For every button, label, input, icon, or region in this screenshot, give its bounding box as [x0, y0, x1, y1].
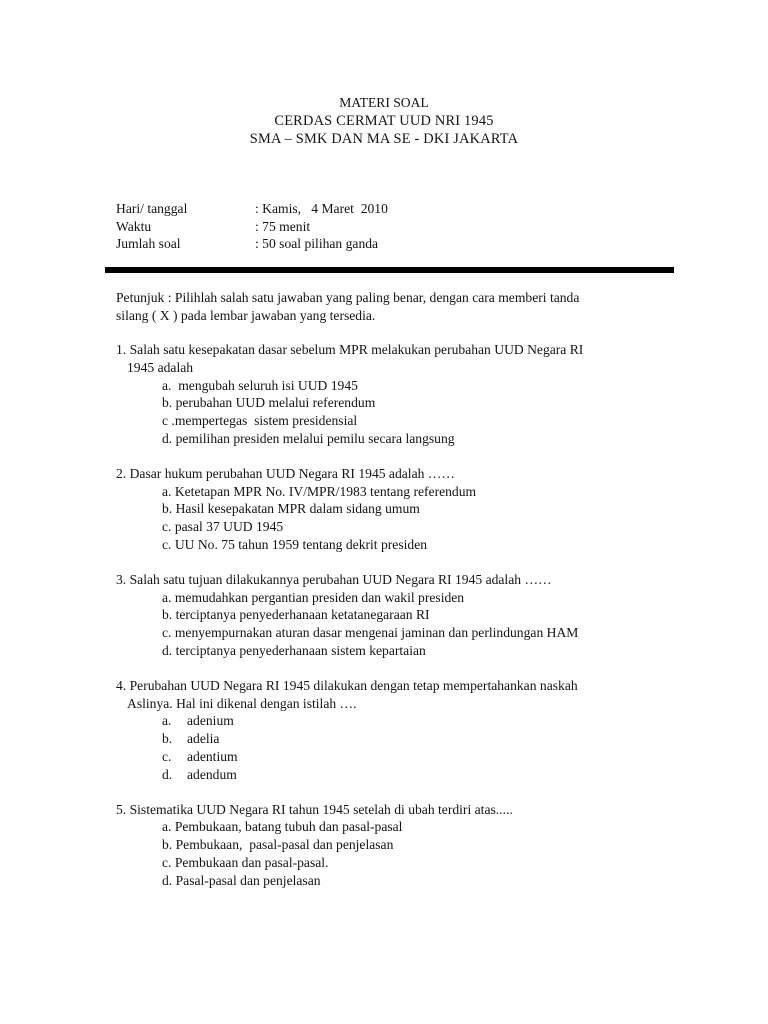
option-a: a. Pembukaan, batang tubuh dan pasal-pasal [162, 819, 403, 835]
option-c: c. Pembukaan dan pasal-pasal. [162, 854, 329, 870]
option-list [116, 589, 676, 660]
option-letter: c. [162, 748, 172, 764]
info-value: : 50 soal pilihan ganda [255, 236, 379, 251]
option-d: d. terciptanya penyederhanaan sistem kepartaian [162, 642, 426, 658]
question-text-continued: 1945 adalah [127, 359, 194, 375]
question-text: 3. Salah satu tujuan dilakukannya perubahan UUD Negara RI 1945 adalah …… [116, 571, 552, 587]
option-text: adelia [187, 731, 220, 747]
info-row-date [116, 200, 388, 218]
question-2 [116, 465, 676, 554]
option-a [162, 712, 676, 730]
info-label: Hari/ tanggal [116, 201, 188, 216]
header-subtitle: CERDAS CERMAT UUD NRI 1945 [274, 113, 494, 129]
option-list [116, 818, 676, 889]
header-divider [105, 267, 674, 273]
instructions-line: silang ( X ) pada lembar jawaban yang tersedia. [116, 308, 376, 323]
question-text: 5. Sistematika UUD Negara RI tahun 1945 setelah di ubah terdiri atas..... [116, 801, 513, 817]
option-list [116, 377, 676, 448]
option-a: a. Ketetapan MPR No. IV/MPR/1983 tentang referendum [162, 483, 477, 499]
option-c [162, 748, 676, 766]
option-list [116, 712, 676, 783]
option-c: c. pasal 37 UUD 1945 [162, 519, 284, 535]
option-list [116, 483, 676, 554]
question-3 [116, 571, 676, 660]
option-d [162, 766, 676, 784]
header-school-level: SMA – SMK DAN MA SE - DKI JAKARTA [249, 131, 519, 147]
info-value: : Kamis, 4 Maret 2010 [255, 201, 388, 216]
option-b: b. Pembukaan, pasal-pasal dan penjelasan [162, 837, 394, 853]
option-c: c .mempertegas sistem presidensial [162, 413, 358, 429]
question-5 [116, 801, 676, 890]
question-text: 4. Perubahan UUD Negara RI 1945 dilakukan dengan tetap mempertahankan naskah [116, 677, 578, 693]
info-row-count [116, 235, 388, 253]
option-text: adendum [187, 766, 237, 782]
question-1 [116, 341, 676, 448]
info-row-time [116, 218, 388, 236]
option-letter: b. [162, 731, 173, 747]
option-d: d. Pasal-pasal dan penjelasan [162, 872, 321, 888]
exam-info [116, 200, 388, 253]
question-text: 1. Salah satu kesepakatan dasar sebelum MPR melakukan perubahan UUD Negara RI [116, 342, 584, 357]
option-c: c. menyempurnakan aturan dasar mengenai jaminan dan perlindungan HAM [162, 625, 579, 641]
option-letter: d. [162, 766, 173, 782]
option-b: b. perubahan UUD melalui referendum [162, 395, 376, 411]
option-letter: a. [162, 713, 172, 729]
option-b: b. terciptanya penyederhanaan ketatanegaraan RI [162, 607, 430, 623]
question-list [116, 341, 676, 907]
option-b: b. Hasil kesepakatan MPR dalam sidang umum [162, 501, 420, 517]
document-header [0, 94, 768, 148]
instructions-line: Petunjuk : Pilihlah salah satu jawaban yang paling benar, dengan cara memberi tanda [116, 290, 580, 305]
info-value: : 75 menit [255, 218, 311, 234]
info-label: Waktu [116, 218, 152, 234]
info-label: Jumlah soal [116, 236, 181, 251]
option-d: d. pemilihan presiden melalui pemilu secara langsung [162, 430, 455, 446]
option-d: c. UU No. 75 tahun 1959 tentang dekrit presiden [162, 536, 428, 552]
option-b [162, 730, 676, 748]
header-title: MATERI SOAL [339, 95, 429, 110]
option-a: a. memudahkan pergantian presiden dan wakil presiden [162, 589, 465, 605]
question-text-continued: Aslinya. Hal ini dikenal dengan istilah …. [127, 695, 357, 711]
option-a: a. mengubah seluruh isi UUD 1945 [162, 377, 358, 393]
option-text: adentium [187, 748, 238, 764]
question-text: 2. Dasar hukum perubahan UUD Negara RI 1945 adalah …… [116, 465, 455, 481]
question-4 [116, 677, 676, 784]
option-text: adenium [187, 713, 234, 729]
instructions [116, 289, 676, 325]
